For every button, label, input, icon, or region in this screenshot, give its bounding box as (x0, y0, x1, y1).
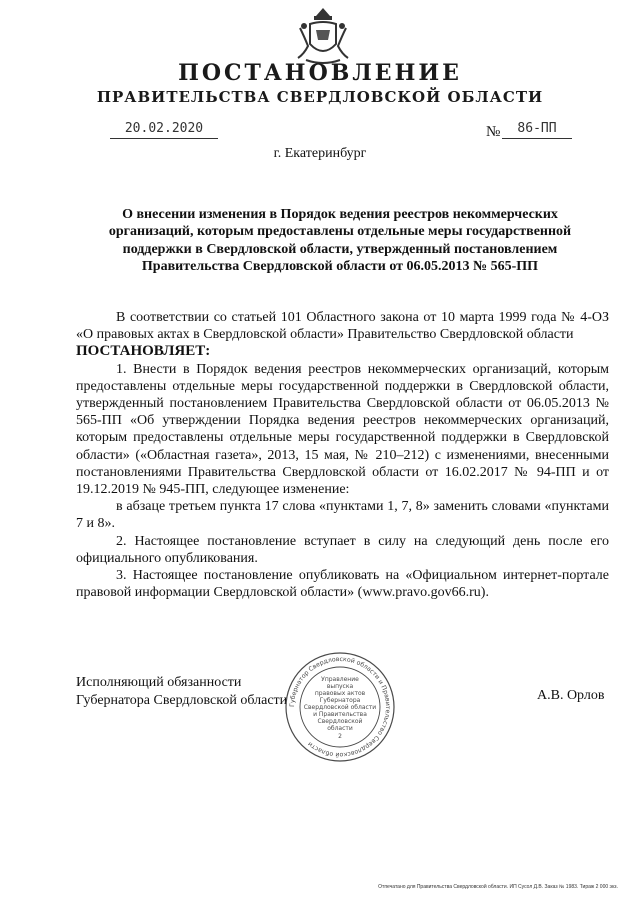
document-number: 86-ПП (502, 121, 572, 139)
official-stamp (284, 651, 396, 763)
signatory-name: А.В. Орлов (537, 688, 605, 703)
print-footer: Отпечатано для Правительства Свердловской области. ИП Сусол Д.В. Заказ № 1983. Тираж 2 000 экз. (378, 884, 618, 890)
issuer-heading: ПРАВИТЕЛЬСТВА СВЕРДЛОВСКОЙ ОБЛАСТИ (96, 88, 544, 106)
svg-text:правовых актов: правовых актов (314, 690, 366, 697)
svg-text:Свердловской: Свердловской (317, 718, 363, 725)
svg-text:Свердловской области: Свердловской области (303, 704, 377, 711)
svg-text:Губернатор Свердловской област: Губернатор Свердловской области и Правительство Свердловской области (288, 655, 392, 759)
signatory-position-line-2: Губернатора Свердловской области (76, 692, 288, 708)
item-1-paragraph: 1. Внести в Порядок ведения реестров некоммерческих организаций, которым предоставлены отдельные меры государственной поддержки в Свердловской области, утвержденный постановлением Правительства Свердловской области от 06.05.2013 № 565-ПП «Об утверждении Порядка ведения реестров некоммерческих организаций, которым предоставлены отдельные меры государственной поддержки в Свердловской области» («Областная газета», 2013, 15 мая, № 210–212) с изменениями, внесенными постановлениями Правительства Свердловской области от 16.02.2017 № 94-ПП и от 19.12.2019 № 945-ПП, следующее изменение: (76, 361, 609, 498)
city-line: г. Екатеринбург (273, 146, 367, 161)
document-date: 20.02.2020 (110, 121, 218, 139)
preamble-paragraph: В соответствии со статьей 101 Областного закона от 10 марта 1999 года № 4-ОЗ «О правовых актах в Свердловской области» Правительство Свердловской области (76, 310, 609, 343)
item-1-change-paragraph: в абзаце третьем пункта 17 слова «пунктами 1, 7, 8» заменить словами «пунктами 7 и 8». (76, 499, 609, 532)
document-title: О внесении изменения в Порядок ведения реестров некоммерческих организаций, которым предоставлены отдельные меры государственной поддержки в Свердловской области, утвержденный постановлением Правительства Свердловской области от 06.05.2013 № 565-ПП (108, 207, 572, 275)
svg-text:и Правительства: и Правительства (313, 711, 367, 718)
item-3-paragraph: 3. Настоящее постановление опубликовать на «Официальном интернет-портале правовой информации Свердловской области» (www.pravo.gov66.ru). (76, 568, 609, 601)
svg-text:выпуска: выпуска (326, 683, 354, 690)
resolves-heading: ПОСТАНОВЛЯЕТ: (76, 343, 211, 360)
svg-text:2: 2 (338, 733, 342, 740)
svg-text:Управление: Управление (321, 676, 359, 683)
document-type-heading: ПОСТАНОВЛЕНИЕ (178, 60, 462, 86)
coat-of-arms-emblem (294, 6, 352, 68)
svg-text:Губернатора: Губернатора (319, 697, 361, 704)
signatory-position-line-1: Исполняющий обязанности (76, 675, 242, 690)
item-2-paragraph: 2. Настоящее постановление вступает в силу на следующий день после его официального опубликования. (76, 533, 609, 566)
number-sign: № (486, 124, 501, 140)
signatory-position (76, 674, 287, 709)
svg-text:области: области (327, 725, 353, 732)
document-body (76, 309, 609, 601)
